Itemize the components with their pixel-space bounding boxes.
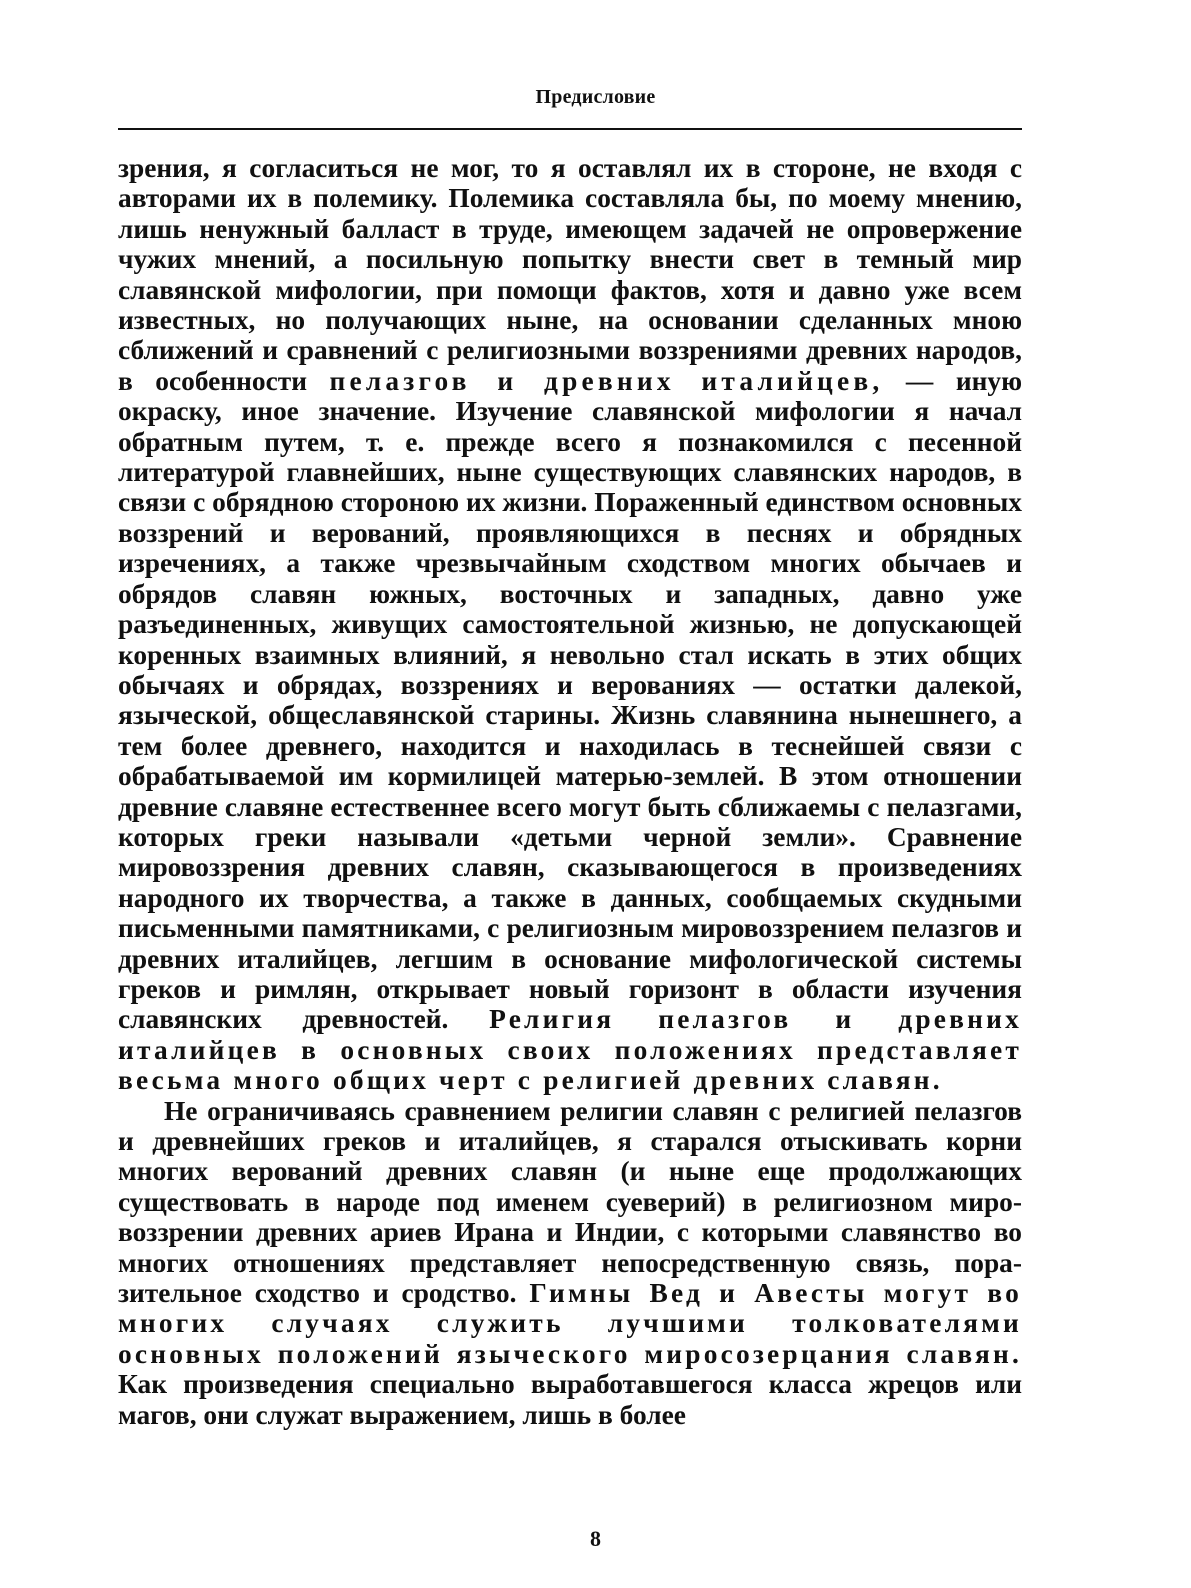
spaced-emphasis: пелазгов и древних италийцев, <box>329 365 884 396</box>
body-text <box>118 153 1022 1430</box>
paragraph-1 <box>118 153 1022 1096</box>
text-segment: зрения, я согласиться не мог, то я оставлял их в стороне, не входя с авторами их в полемику. Полемика составляла бы, по моему мнению, лишь ненужный балласт в труде, имеющем задачей не опровержение чужих мнений, а посильную попытку внести свет в темный мир славянской мифологии, при помощи фактов, хотя и давно уже всем известных, но получающих ныне, на основании сделанных мною сближений и сравнений с религиозными воззрениями древних народов, в особенности <box>118 153 1022 396</box>
spaced-emphasis: Гимны Вед и Авесты могут во многих случаях служить лучшими толкователями основных положений языческого миросозерцания славян. <box>118 1278 1022 1369</box>
header-rule <box>118 128 1022 130</box>
spaced-emphasis: Религия пелазгов и древних италийцев в основных своих положениях представляет весьма много общих черт с религией древних славян. <box>118 1004 1022 1096</box>
text-segment: — иную окраску, иное значение. Изучение славянской мифологии я начал обратным путем, т. е. прежде всего я познакомился с песенной литературой главнейших, ныне существующих славянских народов, в связи с обрядною стороною их жизни. Пораженный единством основных воззрений и верований, проявляющихся в песнях и обрядных изречениях, а также чрезвычайным сходством многих обычаев и обрядов славян южных, восточных и западных, давно уже разъединенных, живущих самостоятельной жизнью, не допускающей коренных взаимных влияний, я невольно стал искать в этих общих обычаях и обрядах, воззрениях и верованиях — остатки далекой, языческой, общеславянской старины. Жизнь славянина нынешнего, а тем более древнего, находится и находилась в теснейшей связи с обрабатываемой им кормилицей матерью-землей. В этом отношении древние славяне естественнее всего могут быть сближаемы с пелазгами, которых греки называли «детьми черной земли». Сравнение мировоззрения древних славян, сказывающегося в произведениях народного их творчества, а также в данных, сообщаемых скудными письменными памятниками, с религиозным мировоззрением пелазгов и древних италийцев, легшим в основание мифологической системы греков и римлян, открывает новый горизонт в области изучения славянских древностей. <box>118 365 1023 1035</box>
text-segment: Как произведения специально выработавшегося класса жрецов или магов, они служат выражением, лишь в более <box>118 1369 1022 1430</box>
running-head: Предисловие <box>535 86 656 108</box>
paragraph-2 <box>118 1096 1022 1430</box>
page-number: 8 <box>590 1526 601 1551</box>
text-segment: Не ограничиваясь сравнением религии славян с религией пелазгов и древнейших греков и италийцев, я старался отыскивать корни многих верований древних славян (и ныне еще продолжающих существовать в народе под именем суеверий) в религиозном мировоззрении древних ариев Ирана и Индии, с которыми славянство во многих отношениях представляет непосредственную связь, поразительное сходство и сродство. <box>118 1095 1022 1309</box>
